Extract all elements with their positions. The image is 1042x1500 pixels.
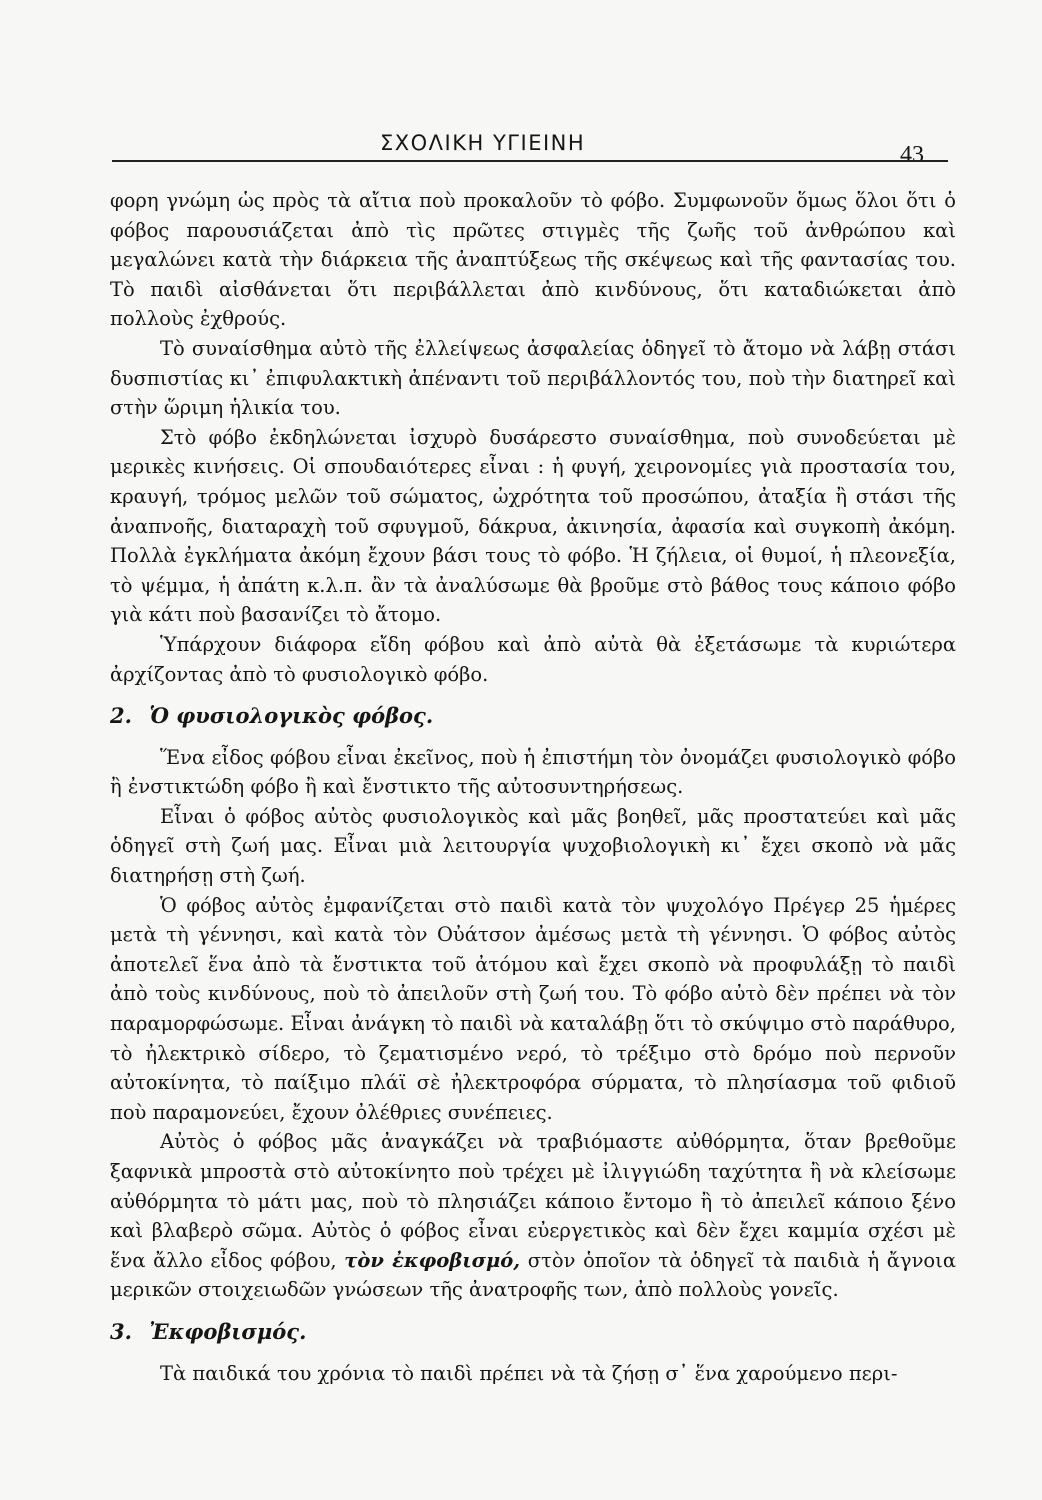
page-number: 43 bbox=[900, 142, 924, 168]
paragraph-8-text-a: Αὐτὸς ὁ φόβος μᾶς ἀναγκάζει νὰ τραβιόμαστε αὐθόρμητα, ὅταν βρεθοῦμε ξαφνικὰ μπροστὰ στὸ αὐτοκίνητο ποὺ τρέχει μὲ ἰλιγγιώδη ταχύτητα ἢ νὰ κλείσωμε αὐθόρμητα τὸ μάτι μας, ποὺ τὸ πλησιάζει κάποιο ἔντομο ἢ τὸ ἀπειλεῖ κάποιο ξένο καὶ βλαβερὸ σῶμα. Αὐτὸς ὁ φόβος εἶναι εὐεργετικὸς καὶ δὲν ἔχει καμμία σχέσι μὲ ἕνα ἄλλο εἶδος φόβου, bbox=[110, 1130, 956, 1272]
section-heading-2 bbox=[110, 701, 956, 731]
section-number-3: 3. bbox=[110, 1318, 132, 1344]
paragraph-2: Τὸ συναίσθημα αὐτὸ τῆς ἐλλείψεως ἀσφαλείας ὁδηγεῖ τὸ ἄτομο νὰ λάβῃ στάσι δυσπιστίας κι᾽ ἐπιφυλακτικὴ ἀπέναντι τοῦ περιβάλλοντός του, ποὺ τὴν διατηρεῖ καὶ στὴν ὥριμη ἡλικία του. bbox=[110, 336, 956, 420]
section-number-2: 2. bbox=[110, 703, 132, 729]
running-head: ΣΧΟΛΙΚΗ ΥΓΙΕΙΝΗ bbox=[380, 131, 586, 155]
paragraph-7: Ὁ φόβος αὐτὸς ἐμφανίζεται στὸ παιδὶ κατὰ τὸν ψυχολόγο Πρέγερ 25 ἡμέρες μετὰ τὴ γέννησι, καὶ κατὰ τὸν Οὐάτσον ἀμέσως μετὰ τὴ γέννησι. Ὁ φόβος αὐτὸς ἀποτελεῖ ἕνα ἀπὸ τὰ ἔνστικτα τοῦ ἀτόμου καὶ ἔχει σκοπὸ νὰ προφυλάξῃ τὸ παιδὶ ἀπὸ τοὺς κινδύνους, ποὺ τὸ ἀπειλοῦν στὴ ζωή του. Τὸ φόβο αὐτὸ δὲν πρέπει νὰ τὸν παραμορφώσωμε. Εἶναι ἀνάγκη τὸ παιδὶ νὰ καταλάβῃ ὅτι τὸ σκύψιμο στὸ παράθυρο, τὸ ἠλεκτρικὸ σίδερο, τὸ ζεματισμένο νερό, τὸ τρέξιμο στὸ δρόμο ποὺ περνοῦν αὐτοκίνητα, τὸ παίξιμο πλάϊ σὲ ἠλεκτροφόρα σύρματα, τὸ πλησίασμα τοῦ φιδιοῦ ποὺ παραμονεύει, ἔχουν ὀλέθριες συνέπειες. bbox=[110, 893, 956, 1124]
paragraph-4: Ὑπάρχουν διάφορα εἴδη φόβου καὶ ἀπὸ αὐτὰ θὰ ἐξετάσωμε τὰ κυριώτερα ἀρχίζοντας ἀπὸ τὸ φυσιολογικὸ φόβο. bbox=[110, 632, 956, 686]
section-title-3: Ἐκφοβισμός. bbox=[149, 1318, 307, 1344]
paragraph-6: Εἶναι ὁ φόβος αὐτὸς φυσιολογικὸς καὶ μᾶς βοηθεῖ, μᾶς προστατεύει καὶ μᾶς ὁδηγεῖ στὴ ζωή μας. Εἶναι μιὰ λειτουργία ψυχοβιολογικὴ κι᾽ ἔχει σκοπὸ νὰ μᾶς διατηρήσῃ στὴ ζωή. bbox=[110, 804, 956, 888]
paragraph-9: Τὰ παιδικά του χρόνια τὸ παιδὶ πρέπει νὰ τὰ ζήσῃ σ᾽ ἕνα χαρούμενο περι- bbox=[160, 1361, 898, 1385]
section-heading-3 bbox=[110, 1317, 956, 1347]
paragraph-3: Στὸ φόβο ἐκδηλώνεται ἰσχυρὸ δυσάρεστο συναίσθημα, ποὺ συνοδεύεται μὲ μερικὲς κινήσεις. Οἱ σπουδαιότερες εἶναι : ἡ φυγή, χειρονομίες γιὰ προστασία του, κραυγή, τρόμος μελῶν τοῦ σώματος, ὠχρότητα τοῦ προσώπου, ἀταξία ἢ στάσι τῆς ἀναπνοῆς, διαταραχὴ τοῦ σφυγμοῦ, δάκρυα, ἀκινησία, ἀφασία καὶ συγκοπὴ ἀκόμη. Πολλὰ ἐγκλήματα ἀκόμη ἔχουν βάσι τους τὸ φόβο. Ἡ ζήλεια, οἱ θυμοί, ἡ πλεονεξία, τὸ ψέμμα, ἡ ἀπάτη κ.λ.π. ἂν τὰ ἀναλύσωμε θὰ βροῦμε στὸ βάθος τους κάποιο φόβο γιὰ κάτι ποὺ βασανίζει τὸ ἄτομο. bbox=[110, 425, 956, 627]
emphasis-ekfovismos: τὸν ἐκφοβισμό, bbox=[344, 1248, 521, 1272]
paragraph-8-text-b: στὸν ὁποῖον τὰ ὁδηγεῖ τὰ παιδιὰ ἡ ἄγνοια μερικῶν στοιχειωδῶν γνώσεων τῆς ἀνατροφῆς των, ἀπὸ πολλοὺς γονεῖς. bbox=[110, 1248, 956, 1302]
paragraph-8 bbox=[110, 1127, 956, 1305]
paragraph-1: φορη γνώμη ὡς πρὸς τὰ αἴτια ποὺ προκαλοῦν τὸ φόβο. Συμφωνοῦν ὅμως ὅλοι ὅτι ὁ φόβος παρουσιάζεται ἀπὸ τὶς πρῶτες στιγμὲς τῆς ζωῆς τοῦ ἀνθρώπου καὶ μεγαλώνει κατὰ τὴν διάρκεια τῆς ἀναπτύξεως τῆς σκέψεως καὶ τῆς φαντασίας του. Τὸ παιδὶ αἰσθάνεται ὅτι περιβάλλεται ἀπὸ κινδύνους, ὅτι καταδιώκεται ἀπὸ πολλοὺς ἐχθρούς. bbox=[110, 189, 956, 331]
paragraph-5: Ἕνα εἶδος φόβου εἶναι ἐκεῖνος, ποὺ ἡ ἐπιστήμη τὸν ὀνομάζει φυσιολογικὸ φόβο ἢ ἐνστικτώδη φόβο ἢ καὶ ἔνστικτο τῆς αὐτοσυντηρήσεως. bbox=[110, 745, 956, 799]
section-title-2: Ὁ φυσιολογικὸς φόβος. bbox=[149, 703, 434, 729]
header-rule bbox=[112, 160, 948, 162]
body-text bbox=[110, 186, 956, 1388]
